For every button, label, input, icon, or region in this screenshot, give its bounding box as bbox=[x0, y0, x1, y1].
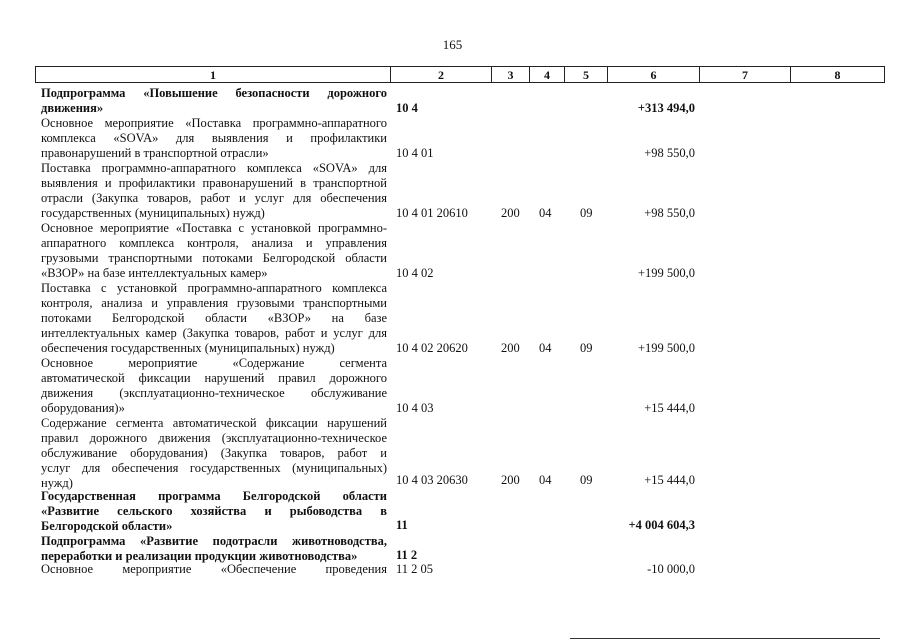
header-col-7: 7 bbox=[699, 66, 790, 83]
row-amount: +15 444,0 bbox=[644, 473, 695, 487]
row-code: 11 2 bbox=[396, 548, 418, 562]
row-code: 10 4 bbox=[396, 101, 418, 115]
row-name-line: автоматической фиксации нарушений правил дорожного bbox=[41, 371, 387, 385]
row-rz: 04 bbox=[539, 341, 552, 355]
row-rz: 04 bbox=[539, 473, 552, 487]
row-code: 10 4 01 bbox=[396, 146, 434, 160]
header-col-4: 4 bbox=[529, 66, 564, 83]
row-name-line: комплекса «SOVA» для выявления и профилактики bbox=[41, 131, 387, 145]
row-name bbox=[41, 534, 387, 564]
row-code: 10 4 02 bbox=[396, 266, 434, 280]
row-name bbox=[41, 116, 387, 161]
row-name bbox=[41, 161, 387, 221]
row-name-line: Подпрограмма «Повышение безопасности дорожного bbox=[41, 86, 387, 100]
row-vr: 200 bbox=[501, 341, 520, 355]
row-code: 10 4 03 20630 bbox=[396, 473, 468, 487]
row-amount: +4 004 604,3 bbox=[628, 518, 695, 532]
page-number: 165 bbox=[442, 37, 463, 52]
row-name-line: движения (эксплуатационно-техническое обслуживание bbox=[41, 386, 387, 400]
row-rz: 04 bbox=[539, 206, 552, 220]
row-name bbox=[41, 281, 387, 356]
row-name-line: Основное мероприятие «Поставка программно-аппаратного bbox=[41, 116, 387, 130]
row-name-line: Государственная программа Белгородской области bbox=[41, 489, 387, 503]
row-name bbox=[41, 356, 387, 416]
row-name bbox=[41, 221, 387, 281]
row-amount: +199 500,0 bbox=[637, 266, 695, 280]
row-code: 11 bbox=[396, 518, 408, 532]
row-name-line: контроля, анализа и управления грузовыми транспортными bbox=[41, 296, 387, 310]
row-name bbox=[41, 416, 387, 491]
row-name-line: переработки и реализации продукции животноводства» bbox=[41, 549, 358, 563]
row-name-line: правил дорожного движения (эксплуатационно-техническое bbox=[41, 431, 387, 445]
row-pr: 09 bbox=[580, 206, 593, 220]
row-name-line: аппаратного комплекса контроля, анализа и управления bbox=[41, 236, 387, 250]
row-pr: 09 bbox=[580, 473, 593, 487]
row-name-line: движения» bbox=[41, 101, 104, 115]
row-name-line: Содержание сегмента автоматической фиксации нарушений bbox=[41, 416, 387, 430]
row-name-line: услуг для обеспечения государственных (муниципальных) bbox=[41, 461, 387, 475]
row-vr: 200 bbox=[501, 473, 520, 487]
row-amount: +313 494,0 bbox=[637, 101, 695, 115]
row-name-line: правонарушений в транспортной отрасли» bbox=[41, 146, 269, 160]
row-name-line: Подпрограмма «Развитие подотрасли животноводства, bbox=[41, 534, 387, 548]
row-amount: +199 500,0 bbox=[637, 341, 695, 355]
row-code: 11 2 05 bbox=[396, 562, 434, 576]
row-name-line: оборудования)» bbox=[41, 401, 125, 415]
row-name-line: Основное мероприятие «Содержание сегмента bbox=[41, 356, 387, 370]
row-name-line: грузовыми транспортными потоками Белгородской области bbox=[41, 251, 387, 265]
header-col-3: 3 bbox=[491, 66, 529, 83]
row-code: 10 4 03 bbox=[396, 401, 434, 415]
row-name-line: Поставка с установкой программно-аппаратного комплекса bbox=[41, 281, 387, 295]
header-col-6: 6 bbox=[607, 66, 699, 83]
row-name-line: обеспечения государственных (муниципальных) нужд) bbox=[41, 341, 335, 355]
row-name-line: государственных (муниципальных) нужд) bbox=[41, 206, 265, 220]
header-col-1: 1 bbox=[35, 66, 390, 83]
row-name bbox=[41, 489, 387, 534]
row-name-line: «ВЗОР» на базе интеллектуальных камер» bbox=[41, 266, 268, 280]
row-name-line: потоками Белгородской области «ВЗОР» на базе bbox=[41, 311, 387, 325]
row-pr: 09 bbox=[580, 341, 593, 355]
row-name-line: Белгородской области» bbox=[41, 519, 173, 533]
row-name-line: обслуживание оборудования) (Закупка товаров, работ и bbox=[41, 446, 387, 460]
row-name-line: интеллектуальных камер (Закупка товаров, работ и услуг для bbox=[41, 326, 387, 340]
row-name-line: Поставка программно-аппаратного комплекса «SOVA» для bbox=[41, 161, 387, 175]
row-amount: +98 550,0 bbox=[644, 206, 695, 220]
row-name-line: «Развитие сельского хозяйства и рыбоводства в bbox=[41, 504, 387, 518]
row-code: 10 4 02 20620 bbox=[396, 341, 468, 355]
row-name-line: Основное мероприятие «Поставка с установкой программно- bbox=[41, 221, 387, 235]
header-col-5: 5 bbox=[564, 66, 607, 83]
row-name-line: выявления и профилактики правонарушений в транспортной bbox=[41, 176, 387, 190]
row-name bbox=[41, 86, 387, 116]
row-amount: -10 000,0 bbox=[647, 562, 695, 576]
row-amount: +15 444,0 bbox=[644, 401, 695, 415]
row-code: 10 4 01 20610 bbox=[396, 206, 468, 220]
scan-edge-line bbox=[570, 638, 880, 639]
row-amount: +98 550,0 bbox=[644, 146, 695, 160]
header-col-2: 2 bbox=[390, 66, 491, 83]
row-name bbox=[41, 562, 387, 577]
row-name-line: нужд) bbox=[41, 476, 73, 490]
row-name-line: отрасли (Закупка товаров, работ и услуг для обеспечения bbox=[41, 191, 387, 205]
row-name-line: Основное мероприятие «Обеспечение проведения bbox=[41, 562, 387, 576]
row-vr: 200 bbox=[501, 206, 520, 220]
header-col-8: 8 bbox=[790, 66, 885, 83]
